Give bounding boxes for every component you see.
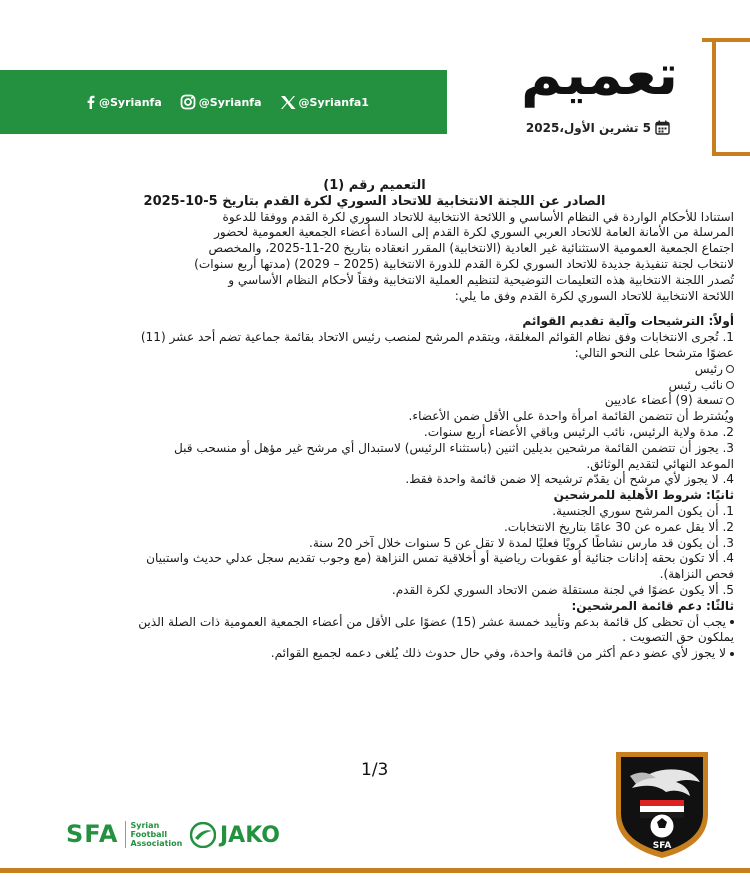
bullet-item (15, 362, 734, 378)
section-1-item: الموعد النهائي لتقديم الوثائق. (586, 456, 734, 471)
bullet-circle-icon (726, 397, 734, 405)
section-2-item: فحص النزاهة). (659, 567, 734, 582)
section-1-item: 2. مدة ولاية الرئيس، نائب الرئيس وباقي الأعضاء أربع سنوات. (423, 424, 734, 439)
jako-logo (190, 822, 280, 848)
bullet-item (15, 615, 734, 631)
date-text: 5 تشرين الأول،2025 (525, 120, 651, 135)
bullet-text: رئيس (694, 361, 723, 376)
page-title: تعميم (521, 43, 678, 108)
section-3-continuation: يملكون حق التصويت . (622, 630, 734, 645)
instagram-handle: @Syrianfa (198, 95, 262, 109)
bullet-item (15, 378, 734, 394)
instagram-icon (180, 94, 196, 110)
section-2-item: 5. ألا يكون عضوًا في لجنة مستقلة ضمن الاتحاد السوري لكرة القدم. (391, 582, 734, 597)
bullet-text: تسعة (9) أعضاء عاديين (604, 393, 723, 408)
section-2-item: 2. ألا يقل عمره عن 30 عامًا بتاريخ الانتخابات. (503, 519, 734, 534)
page-number: 1/3 (361, 760, 389, 780)
bullet-text: لا يجوز لأي عضو دعم أكثر من قائمة واحدة، وفي حال حدوث ذلك يُلغى دعمه لجميع القوائم. (270, 646, 726, 661)
condition-line: ويُشترط أن تتضمن القائمة امرأة واحدة على الأقل ضمن الأعضاء. (408, 409, 734, 424)
calendar-icon (655, 120, 670, 135)
x-handle: @Syrianfa1 (298, 95, 369, 109)
circular-number: التعميم رقم (1) (323, 178, 426, 193)
intro-line: المرسلة من الأمانة العامة للاتحاد العربي السوري لكرة القدم إلى السادة أعضاء الجمعية العمومية لحضور (214, 225, 734, 240)
x-icon (280, 95, 296, 110)
social-instagram[interactable] (180, 94, 262, 110)
section-1-item: عضوًا مترشحا على النحو التالي: (574, 345, 734, 360)
section-2-item: 3. أن يكون قد مارس نشاطًا كرويًا فعليًا لمدة لا تقل عن 5 سنوات خلال آخر 20 سنة. (309, 535, 734, 550)
section-1-title: أولاً: الترشيحات وآلية تقديم القوائم (522, 314, 734, 329)
facebook-icon (86, 95, 96, 109)
social-x[interactable] (280, 95, 369, 110)
document-body (15, 178, 734, 662)
date-line (526, 120, 670, 135)
social-facebook[interactable] (86, 95, 162, 109)
header-orange-frame-inner (716, 42, 750, 152)
section-2-item: 1. أن يكون المرشح سوري الجنسية. (552, 503, 734, 518)
bullet-text: يجب أن تحظى كل قائمة بدعم وتأييد خمسة عشر (15) عضوًا على الأقل من أعضاء الجمعية العمومية ذات الصلة الذين (138, 614, 726, 629)
section-1-item: 1. تُجرى الانتخابات وفق نظام القوائم المغلقة، ويتقدم المرشح لمنصب رئيس الاتحاد بقائمة جماعية تضم أحد عشر (11) (140, 330, 734, 345)
sfa-eagle-badge-icon (610, 748, 714, 860)
footer-orange-line (0, 868, 750, 873)
section-1-item: 3. يجوز أن تتضمن القائمة مرشحين بديلين اثنين (باستثناء الرئيس) لاستبدال أي مرشح غير مؤهل أو منسحب قبل (173, 440, 734, 455)
header-orange-top (702, 38, 750, 42)
intro-line: لانتخاب لجنة تنفيذية جديدة للاتحاد السوري لكرة القدم للدورة الانتخابية (2025 – 2029) (مدتها أربع سنوات) (194, 256, 734, 271)
section-3-title: ثالثًا: دعم قائمة المرشحين: (571, 598, 734, 613)
bullet-dot-icon (730, 652, 734, 656)
section-2-item: 4. ألا تكون بحقه إدانات جنائية أو عقوبات رياضية أو أخلاقية تمس النزاهة (مع وجوب تقديم سجل عدلي حديث واستبيان (146, 551, 734, 566)
bullet-circle-icon (726, 365, 734, 373)
intro-line: اجتماع الجمعية العمومية الاستثنائية غير العادية (الانتخابية) المقرر انعقاده بتاريخ 20-11-2025، والمخصص (208, 241, 734, 256)
circular-subtitle: الصادر عن اللجنة الانتخابية للاتحاد السوري لكرة القدم بتاريخ 5-10-2025 (143, 193, 606, 209)
sfa-logo-text: SFA (66, 820, 119, 848)
section-1-item: 4. لا يجوز لأي مرشح أن يقدّم ترشيحه إلا ضمن قائمة واحدة فقط. (405, 472, 734, 487)
facebook-handle: @Syrianfa (99, 95, 162, 109)
bullet-item (15, 393, 734, 409)
bullet-item (15, 646, 734, 662)
intro-line: استنادا للأحكام الواردة في النظام الأساسي و اللائحة الانتخابية للاتحاد السوري لكرة القدم ووفقا للدعوة (222, 209, 734, 224)
bullet-dot-icon (730, 620, 734, 624)
badge-text: SFA (652, 841, 672, 851)
sfa-logo-subtitle (125, 821, 183, 848)
jako-text: JAKO (220, 822, 280, 848)
sfa-sub-line: Syrian (130, 820, 160, 830)
sfa-logo (66, 820, 182, 848)
sfa-sub-line: Association (130, 838, 183, 848)
section-2-title: ثانيًا: شروط الأهلية للمرشحين (553, 488, 734, 503)
intro-line: اللائحة الانتخابية للاتحاد السوري لكرة القدم وفق ما يلي: (454, 288, 734, 303)
social-links (86, 94, 369, 110)
bullet-circle-icon (726, 381, 734, 389)
bullet-text: نائب رئيس (668, 377, 723, 392)
sfa-sub-line: Football (130, 829, 168, 839)
jako-swoosh-icon (190, 822, 216, 848)
intro-line: تُصدر اللجنة الانتخابية هذه التعليمات التوضيحية لتنظيم العملية الانتخابية وفقاً لأحكام النظام الأساسي و (228, 272, 734, 287)
